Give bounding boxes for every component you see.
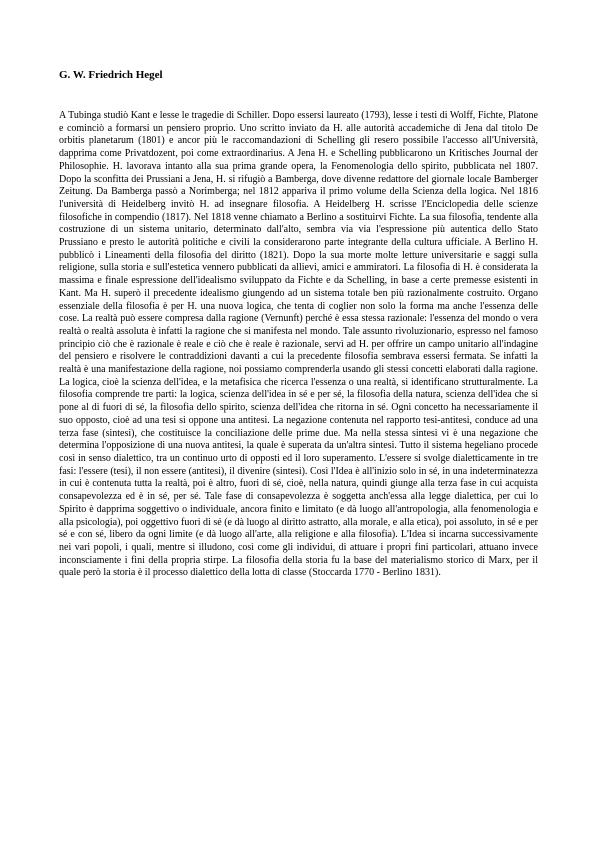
page-title: G. W. Friedrich Hegel xyxy=(59,69,163,81)
body-paragraph: A Tubinga studiò Kant e lesse le tragedie di Schiller. Dopo essersi laureato (1793), lesse i testi di Wolff, Fichte, Platone e cominciò a formarsi un pensiero proprio. Uno scritto inviato da H. alle autorità accademiche di Jena dal titolo De orbitis planetarum (1801) e ancor più le raccomandazioni di Schelling gli resero possibile l'accesso all'Università, dapprima come Privatdozent, poi come extraordinarius. A Jena H. e Schelling pubblicarono un Kritisches Journal der Philosophie. H. lavorava intanto alla sua prima grande opera, la Fenomenologia dello spirito, pubblicata nel 1807. Dopo la sconfitta dei Prussiani a Jena, H. si rifugiò a Bamberga, dove divenne redattore del giornale locale Bamberger Zeitung. Da Bamberga passò a Norimberga; nel 1812 appariva il primo volume della Scienza della logica. Nel 1816 l'università di Heidelberg invitò H. ad insegnare filosofia. A Heidelberg H. scrisse l'Enciclopedia delle scienze filosofiche in compendio (1817). Nel 1818 venne chiamato a Berlino a sostituirvi Fichte. La sua filosofia, tendente alla costruzione di un sistema unitario, determinato dall'alto, sembra via via l'espressione più autentica dello Stato Prussiano e presto le autorità politiche e civili la considerarono parte integrante della cultura ufficiale. A Berlino H. pubblicò i Lineamenti della filosofia del diritto (1821). Dopo la sua morte molte letture universitarie e saggi sulla religione, sulla storia e sull'estetica vennero pubblicati da allievi, amici e ammiratori. La filosofia di H. è considerata la massima e finale espressione dell'idealismo sviluppato da Fichte e da Schelling, in base a certe premesse esistenti in Kant. Ma H. superò il precedente idealismo giungendo ad un sistema totale ben più razionalmente costruito. Organo essenziale della filosofia è per H. una nuova logica, che tenta di coglier non solo la forma ma anche l'essenza delle cose. La realtà può essere compresa dalla ragione (Vernunft) perché è essa stessa razionale: l'essenza del mondo o vera realtà o realtà assoluta è infatti la ragione che si manifesta nel mondo. Tale assunto rivoluzionario, espresso nel famoso principio ciò che è razionale è reale e ciò che è reale è razionale, servì ad H. per offrire un campo unitario all'indagine del pensiero e risolvere le contraddizioni davanti a cui la precedente filosofia sembrava essersi fermata. Se infatti la realtà è una manifestazione della ragione, noi possiamo comprenderla usando gli stessi concetti elaborati dalla ragione. La logica, cioè la scienza dell'idea, e la metafisica che ricerca l'essenza o una realtà, si identificano strutturalmente. La filosofia comprende tre parti: la logica, scienza dell'idea in sé e per sé, la filosofia della natura, scienza dell'idea che si pone al di fuori di sé, la filosofia dello spirito, scienza dell'idea che ritorna in sé. Ogni concetto ha necessariamente il suo opposto, cioè ad una tesi si oppone una antitesi. La negazione contenuta nel rapporto tesi-antitesi, conduce ad una terza fase (sintesi), che costituisce la conciliazione delle prime due. Ma nella stessa sintesi vi è una negazione che determina l'opposizione di una nuova antitesi, la quale è superata da un'altra sintesi. Tutto il sistema hegeliano procede così in senso dialettico, tra un continuo urto di opposti ed il loro superamento. L'essere si svolge dialetticamente in tre fasi: l'essere (tesi), il non essere (antitesi), il divenire (sintesi). Così l'Idea è all'inizio solo in sé, in una indeterminatezza in cui è contenuta tutta la realtà, poi è altro, fuori di sé, cioè, nella natura, quindi giunge alla terza fase in cui acquista consapevolezza ed è in sé, per sé. Tale fase di consapevolezza è soggetta anch'essa alla legge dialettica, per cui lo Spirito è dapprima soggettivo o individuale, ancora finito e limitato (e dà luogo all'antropologia, alla fenomenologia e alla psicologia), poi oggettivo fuori di sé (e dà luogo al diritto astratto, alla morale, e alla etica), poi assoluto, in sé e per sé e con sé, libero da ogni limite (e dà luogo all'arte, alla religione e alla filosofia). L'Idea si incarna successivamente nei vari popoli, i quali, mentre si illudono, così come gli individui, di attuare i propri fini particolari, attuano invece inconsciamente i fini della propria stirpe. La filosofia della storia fu la base del materialismo storico di Marx, per il quale però la storia è il processo dialettico della lotta di classe (Stoccarda 1770 - Berlino 1831). xyxy=(59,110,538,579)
